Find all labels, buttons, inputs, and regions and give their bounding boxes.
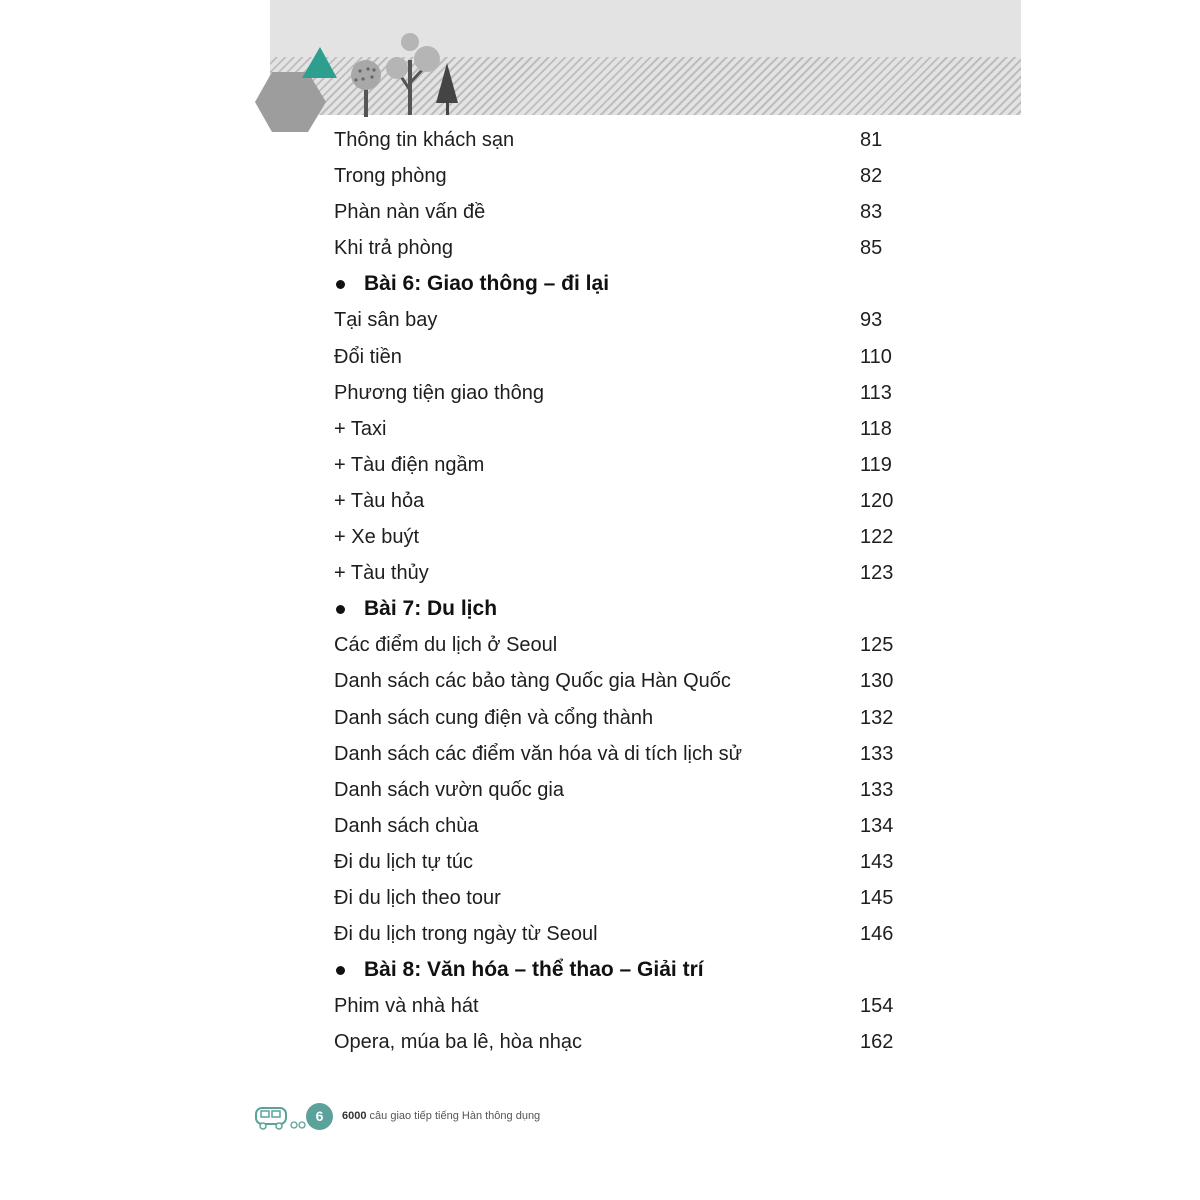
toc-entry bbox=[334, 230, 914, 266]
toc-entry-label: Danh sách các điểm văn hóa và di tích lịch sử bbox=[334, 742, 743, 765]
toc-entry-page-number: 143 bbox=[860, 850, 894, 873]
triangle-icon bbox=[302, 47, 337, 78]
toc-entry-label: Các điểm du lịch ở Seoul bbox=[334, 634, 558, 657]
toc-entry bbox=[334, 483, 914, 519]
toc-entry bbox=[334, 555, 914, 591]
toc-entry-label: Bài 7: Du lịch bbox=[364, 597, 498, 621]
toc-entry-label: Bài 6: Giao thông – đi lại bbox=[364, 272, 610, 296]
toc-entry-label: Thông tin khách sạn bbox=[334, 129, 515, 151]
header-decoration bbox=[250, 25, 480, 135]
toc-entry-page-number: 81 bbox=[860, 129, 883, 151]
toc-entry-page-number: 110 bbox=[860, 345, 892, 368]
toc-entry-label: Bài 8: Văn hóa – thể thao – Giải trí bbox=[364, 958, 704, 982]
toc-section-heading bbox=[334, 952, 914, 988]
book-title-number: 6000 bbox=[342, 1110, 367, 1122]
toc-entry bbox=[334, 736, 914, 772]
toc-entry-label: Đi du lịch trong ngày từ Seoul bbox=[334, 923, 598, 946]
toc-entry-label: Đi du lịch theo tour bbox=[334, 886, 501, 909]
toc-entry-page-number: 125 bbox=[860, 634, 894, 657]
bullet-icon bbox=[336, 605, 345, 614]
toc-entry bbox=[334, 302, 914, 338]
toc-entry-label: Đổi tiền bbox=[334, 345, 402, 368]
toc-entry-label: + Tàu điện ngầm bbox=[334, 453, 485, 476]
toc-entry-label: Trong phòng bbox=[334, 165, 447, 188]
toc-entry-page-number: 134 bbox=[860, 814, 894, 837]
toc-entry-label: Opera, múa ba lê, hòa nhạc bbox=[334, 1031, 582, 1054]
toc-entry-page-number: 123 bbox=[860, 562, 894, 585]
toc-entry bbox=[334, 772, 914, 808]
toc-entry bbox=[334, 339, 914, 375]
toc-entry-label: Danh sách vườn quốc gia bbox=[334, 778, 564, 801]
toc-entry-page-number: 133 bbox=[860, 742, 894, 765]
toc-entry-label: + Taxi bbox=[334, 417, 387, 440]
toc-entry bbox=[334, 988, 914, 1024]
toc-entry bbox=[334, 194, 914, 230]
toc-entry-page-number: 85 bbox=[860, 237, 883, 260]
toc-entry-label: + Tàu hỏa bbox=[334, 489, 425, 512]
toc-entry-page-number: 133 bbox=[860, 778, 894, 801]
toc-entry-label: Danh sách chùa bbox=[334, 814, 479, 837]
toc-entry-page-number: 162 bbox=[860, 1031, 894, 1054]
toc-entry-page-number: 119 bbox=[860, 453, 892, 476]
page-footer bbox=[250, 1098, 650, 1138]
toc-entry-label: + Tàu thủy bbox=[334, 562, 429, 585]
toc-entry-page-number: 118 bbox=[860, 417, 892, 440]
toc-entry-page-number: 120 bbox=[860, 489, 894, 512]
toc-entry bbox=[334, 916, 914, 952]
hexagon-icon bbox=[255, 72, 326, 132]
toc-section-heading bbox=[334, 591, 914, 627]
toc-entry-page-number: 132 bbox=[860, 706, 894, 729]
tree-icon bbox=[436, 63, 458, 115]
car-icon bbox=[252, 1104, 308, 1132]
toc-entry-page-number: 146 bbox=[860, 923, 894, 946]
toc-entry-label: Danh sách cung điện và cổng thành bbox=[334, 706, 654, 729]
toc-entry-page-number: 154 bbox=[860, 995, 894, 1018]
toc-entry bbox=[334, 411, 914, 447]
toc-entry bbox=[334, 519, 914, 555]
tree-icon bbox=[386, 33, 440, 115]
toc-entry bbox=[334, 447, 914, 483]
toc-entry bbox=[334, 1024, 914, 1060]
toc-entry bbox=[334, 808, 914, 844]
toc-entry bbox=[334, 375, 914, 411]
toc-entry-label: + Xe buýt bbox=[334, 526, 420, 549]
toc-entry bbox=[334, 700, 914, 736]
toc-entry bbox=[334, 627, 914, 663]
toc-entry-label: Danh sách các bảo tàng Quốc gia Hàn Quốc bbox=[334, 670, 731, 693]
page-number: 6 bbox=[306, 1103, 333, 1130]
toc-entry bbox=[334, 844, 914, 880]
toc-entry-label: Phương tiện giao thông bbox=[334, 381, 544, 404]
toc-entry-label: Khi trả phòng bbox=[334, 237, 453, 260]
toc-entry-page-number: 122 bbox=[860, 526, 894, 549]
toc-entry-page-number: 130 bbox=[860, 670, 894, 693]
toc-entry bbox=[334, 122, 914, 158]
toc-section-heading bbox=[334, 266, 914, 302]
table-of-contents bbox=[334, 122, 914, 1060]
toc-entry-label: Phim và nhà hát bbox=[334, 995, 479, 1018]
toc-entry bbox=[334, 663, 914, 699]
toc-entry bbox=[334, 880, 914, 916]
tree-icon bbox=[351, 60, 381, 117]
toc-entry-label: Phàn nàn vấn đề bbox=[334, 201, 486, 224]
toc-entry-label: Tại sân bay bbox=[334, 309, 438, 332]
toc-entry-page-number: 82 bbox=[860, 165, 883, 188]
toc-entry-page-number: 113 bbox=[860, 381, 892, 404]
bullet-icon bbox=[336, 280, 345, 289]
toc-entry-page-number: 83 bbox=[860, 201, 883, 224]
toc-entry bbox=[334, 158, 914, 194]
book-title-text: câu giao tiếp tiếng Hàn thông dụng bbox=[366, 1110, 541, 1122]
toc-entry-page-number: 145 bbox=[860, 886, 894, 909]
toc-entry-label: Đi du lịch tự túc bbox=[334, 850, 473, 873]
toc-entry-page-number: 93 bbox=[860, 309, 883, 332]
book-title bbox=[342, 1110, 540, 1122]
bullet-icon bbox=[336, 966, 345, 975]
